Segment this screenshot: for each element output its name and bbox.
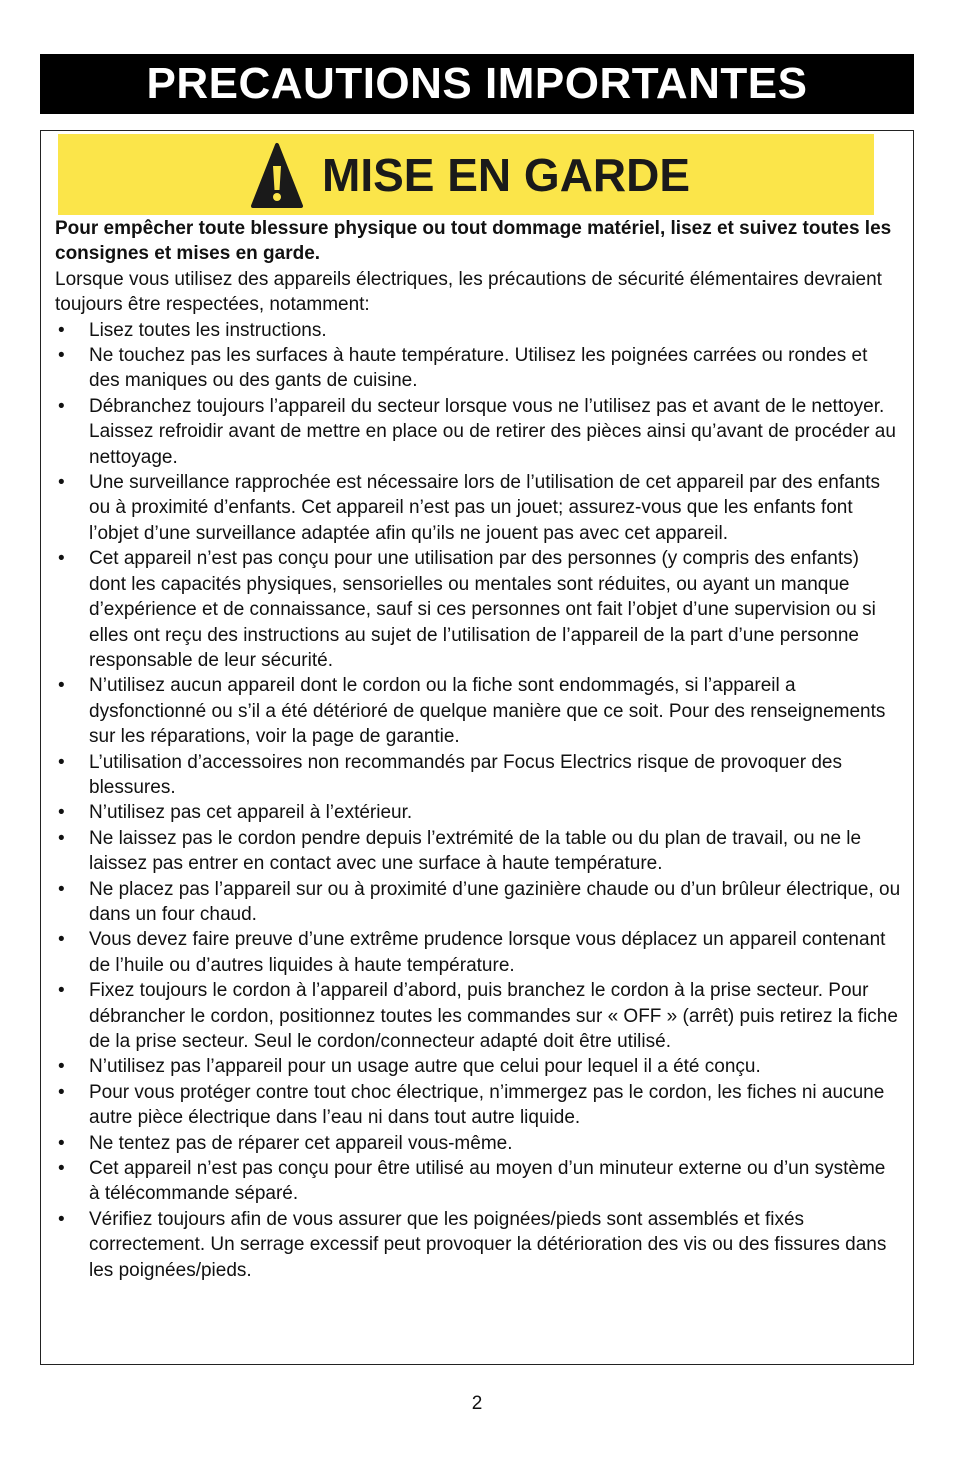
list-item [55,978,901,1054]
list-item-text: Ne placez pas l’appareil sur ou à proximité d’une gazinière chaude ou d’un brûleur électrique, ou dans un four chaud. [89,878,901,925]
list-item-text: Cet appareil n’est pas conçu pour une utilisation par des personnes (y compris des enfants) dont les capacités physiques, sensorielles ou mentales sont réduites, ou ayant un manque d’expérience et de connaissance, sauf si ces personnes ont fait l’objet d’une supervision ou si elles ont reçu des instructions au sujet de l’utilisation de l’appareil de la part d’une personne responsable de leur sécurité. [89,548,876,671]
bullet: • [58,675,65,697]
intro-bold-text: Pour empêcher toute blessure physique ou tout dommage matériel, lisez et suivez toutes les consignes et mises en garde. [55,218,892,265]
list-item-text: Ne touchez pas les surfaces à haute température. Utilisez les poignées carrées ou rondes et des maniques ou des gants de cuisine. [89,345,868,392]
list-item [55,1156,901,1207]
bullet: • [58,548,65,570]
list-item [55,826,901,877]
list-item-text: Ne laissez pas le cordon pendre depuis l’extrémité de la table ou du plan de travail, ou ne le laissez pas entrer en contact avec une surface à haute température. [89,827,862,875]
bullet: • [58,319,65,341]
warning-label: MISE EN GARDE [322,149,691,201]
bullet: • [58,1132,65,1154]
precautions-content [55,216,901,1283]
list-item [55,927,901,978]
page-title: PRECAUTIONS IMPORTANTES [146,59,808,108]
bullet: • [58,472,65,494]
list-item [55,673,901,749]
warning-triangle-icon [250,142,304,210]
bullet: • [58,1056,65,1078]
bullet: • [58,751,65,773]
list-item [55,470,901,546]
list-item-text: Débranchez toujours l’appareil du secteur lorsque vous ne l’utilisez pas et avant de le nettoyer. Laissez refroidir avant de mettre en place ou de retirer des pièces ainsi qu’avant de procéder au nettoyage. [89,395,896,468]
list-item [55,1054,901,1079]
list-item [55,750,901,801]
page-number: 2 [471,1393,483,1414]
bullet: • [58,802,65,824]
list-item-text: L’utilisation d’accessoires non recommandés par Focus Electrics risque de provoquer des blessures. [89,751,842,798]
list-item [55,394,901,470]
title-bar [40,54,914,114]
precautions-list [55,318,901,1283]
list-item [55,343,901,394]
list-item-text: Pour vous protéger contre tout choc électrique, n’immergez pas le cordon, les fiches ni aucune autre pièce électrique dans l’eau ni dans tout autre liquide. [89,1081,885,1129]
bullet: • [58,1158,65,1180]
list-item-text: N’utilisez pas l’appareil pour un usage autre que celui pour lequel il a été conçu. [89,1056,761,1078]
list-item-text: N’utilisez aucun appareil dont le cordon ou la fiche sont endommagés, si l’appareil a dysfonctionné ou s’il a été détérioré de quelque manière que ce soit. Pour des renseignements sur les réparations, voir la page de garantie. [89,675,886,748]
bullet: • [58,878,65,900]
list-item-text: Cet appareil n’est pas conçu pour être utilisé au moyen d’un minuteur externe ou d’un système à télécommande séparé. [89,1158,886,1205]
bullet: • [58,980,65,1002]
list-item [55,1131,901,1156]
bullet: • [58,345,65,367]
bullet: • [58,827,65,849]
bullet: • [58,395,65,417]
list-item [55,800,901,825]
bullet: • [58,929,65,951]
warning-banner [58,134,874,215]
list-item [55,877,901,928]
bullet: • [58,1081,65,1103]
list-item-text: Fixez toujours le cordon à l’appareil d’abord, puis branchez le cordon à la prise secteur. Pour débrancher le cordon, positionnez toutes les commandes sur « OFF » (arrêt) puis retirez la fiche de la prise secteur. Seul le cordon/connecteur adapté doit être utilisé. [89,980,898,1052]
intro-text: Lorsque vous utilisez des appareils électriques, les précautions de sécurité élémentaires devraient toujours être respectées, notamment: [55,268,882,316]
list-item-text: N’utilisez pas cet appareil à l’extérieur. [89,802,413,824]
list-item [55,318,901,343]
list-item-text: Vérifiez toujours afin de vous assurer que les poignées/pieds sont assemblés et fixés correctement. Un serrage excessif peut provoquer la détérioration des vis ou des fissures dans les poignées/pieds. [89,1208,887,1281]
list-item [55,1207,901,1283]
bullet: • [58,1208,65,1230]
precautions-frame [40,130,914,1365]
list-item [55,1080,901,1131]
list-item-text: Ne tentez pas de réparer cet appareil vous-même. [89,1132,513,1154]
list-item [55,546,901,673]
list-item-text: Lisez toutes les instructions. [89,319,327,341]
list-item-text: Une surveillance rapprochée est nécessaire lors de l’utilisation de cet appareil par des enfants ou à proximité d’enfants. Cet appareil n’est pas un jouet; assurez-vous que les enfants font l’objet d’une surveillance adaptée afin qu’ils ne jouent pas avec cet appareil. [89,472,881,544]
list-item-text: Vous devez faire preuve d’une extrême prudence lorsque vous déplacez un appareil contenant de l’huile ou d’autres liquides à haute température. [89,929,886,976]
